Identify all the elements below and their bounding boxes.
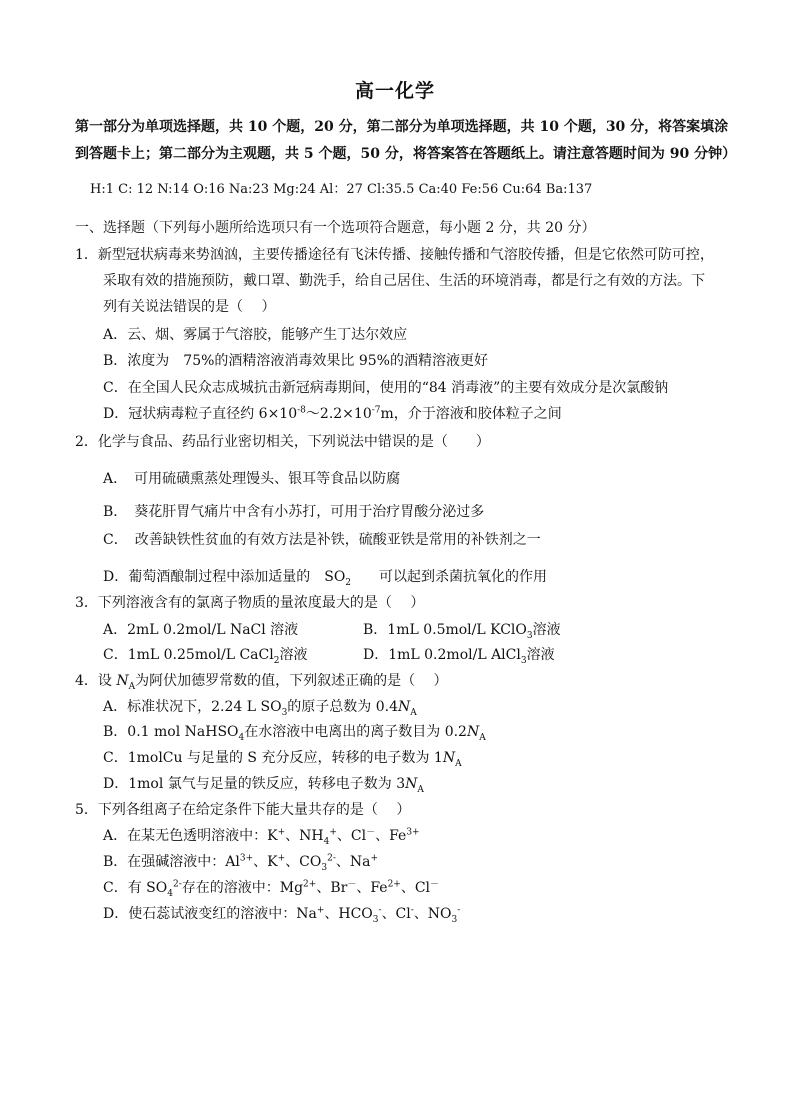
- question-2-option-a: A． 可用硫磺熏蒸处理馒头、银耳等食品以防腐: [103, 471, 401, 487]
- question-3-stem: 3．下列溶液含有的氯离子物质的量浓度最大的是（ ）: [75, 595, 425, 611]
- question-4-option-a: [103, 696, 417, 716]
- option-text: D．使石蕊试液变红的溶液中：Na: [103, 906, 317, 922]
- option-text: B．0.1 mol NaHSO: [103, 724, 239, 740]
- option-text: D．1mL 0.2mol/L AlCl: [363, 647, 521, 663]
- option-text: 可以起到杀菌抗氧化的作用: [351, 569, 548, 585]
- option-text: A．在某无色透明溶液中：K: [103, 828, 278, 844]
- question-3-option-c: [103, 644, 307, 664]
- section-heading: 一、选择题（下列每小题所给选项只有一个选项符合题意，每小题 2 分，共 20 分）: [75, 220, 596, 236]
- option-text: B．在强碱溶液中：Al: [103, 854, 240, 870]
- exponent: -7: [371, 405, 381, 416]
- question-5-option-a: A．在某无色透明溶液中：K+、$NH_4^+$、Cl－、$Fe^{3+}$: [103, 827, 420, 847]
- question-1-option-a: A．云、烟、雾属于气溶胶，能够产生丁达尔效应: [103, 327, 408, 343]
- exponent: -8: [297, 405, 306, 416]
- question-4-option-c: [103, 747, 462, 767]
- option-text: D．1mol 氯气与足量的铁反应，转移电子数为 3: [103, 776, 406, 792]
- question-1-stem-line-2: 采取有效的措施预防，戴口罩、勤洗手，给自己居住、生活的环境消毒，都是行之有效的方法。下: [103, 273, 705, 289]
- option-text: 溶液: [279, 647, 308, 663]
- question-4-stem: [75, 670, 448, 690]
- option-text: B．1mL 0.5mol/L KClO: [363, 622, 527, 638]
- subscript: 3: [281, 707, 288, 718]
- subscript: 2: [273, 655, 280, 666]
- question-1-stem-line-1: 1．新型冠状病毒来势汹汹，主要传播途径有飞沫传播、接触传播和气溶胶传播，但是它依然可防可控，: [75, 247, 714, 263]
- subscript: 2: [345, 577, 352, 588]
- question-1-stem-line-3: 列有关说法错误的是（ ）: [103, 299, 276, 315]
- subscript: A: [417, 784, 424, 795]
- subscript: A: [410, 707, 417, 718]
- option-text: 溶液: [532, 622, 561, 638]
- atomic-masses: H:1 C: 12 N:14 O:16 Na:23 Mg:24 Al：27 Cl:35.5 Ca:40 Fe:56 Cu:64 Ba:137: [90, 182, 593, 197]
- question-3-option-d: [363, 644, 555, 664]
- option-text: C．有 SO: [103, 880, 168, 896]
- subscript: A: [455, 758, 462, 769]
- option-text: 在水溶液中电离出的离子数目为 0.2: [244, 724, 467, 740]
- stem-text: 为阿伏加德罗常数的值，下列叙述正确的是（ ）: [135, 673, 448, 689]
- question-5-stem: 5．下列各组离子在给定条件下能大量共存的是（ ）: [75, 802, 411, 818]
- option-text: D．葡萄酒酿制过程中添加适量的 SO: [103, 569, 346, 585]
- question-2-option-c: C． 改善缺铁性贫血的有效方法是补铁，硫酸亚铁是常用的补铁剂之一: [103, 532, 541, 548]
- option-text: A．标准状况下，2.24 L SO: [103, 699, 282, 715]
- option-text: D．冠状病毒粒子直径约 6×10: [103, 406, 298, 422]
- page-title: 高一化学: [354, 80, 435, 102]
- exam-instructions: 第一部分为单项选择题，共 10 个题，20 分，第二部分为单项选择题，共 10 个题，30 分，将答案填涂到答题卡上；第二部分为主观题，共 5 个题，50 分，将答案答在答题纸上。请注意答题时间为 90 分钟）: [75, 119, 737, 162]
- subscript: 3: [526, 630, 533, 641]
- subscript: A: [128, 681, 136, 692]
- question-3-option-b: [363, 619, 561, 639]
- question-3-option-a: A．2mL 0.2mol/L NaCl 溶液: [103, 622, 299, 638]
- avogadro-symbol: N: [405, 776, 418, 792]
- option-text: C．1mL 0.25mol/L CaCl: [103, 647, 274, 663]
- option-text: m，介于溶液和胶体粒子之间: [380, 406, 562, 422]
- subscript: A: [479, 732, 486, 743]
- question-5-option-b: B．在强碱溶液中：$Al^{3+}$、K+、$CO_3^{2-}$、Na+: [103, 853, 379, 873]
- question-5-option-d: D．使石蕊试液变红的溶液中：Na+、$HCO_3^-$、Cl-、$NO_3^-$: [103, 905, 461, 925]
- subscript: 3: [520, 655, 527, 666]
- question-5-option-c: C．有 $SO_4^{2-}$存在的溶液中：$Mg^{2+}$、Br－、$Fe^{2+}$、Cl－: [103, 879, 440, 899]
- stem-text: 4．设: [75, 673, 117, 689]
- option-text: C．1molCu 与足量的 S 充分反应，转移的电子数为 1: [103, 750, 443, 766]
- avogadro-symbol: N: [116, 673, 129, 689]
- avogadro-symbol: N: [398, 699, 411, 715]
- subscript: 4: [238, 732, 245, 743]
- question-1-option-c: C．在全国人民众志成城抗击新冠病毒期间，使用的“84 消毒液”的主要有效成分是次氯酸钠: [103, 380, 669, 396]
- avogadro-symbol: N: [442, 750, 456, 766]
- option-text: 的原子总数为 0.4: [287, 699, 399, 715]
- question-2-option-d: [103, 566, 547, 586]
- question-1-option-b: B．浓度为 75%的酒精溶液消毒效果比 95%的酒精溶液更好: [103, 353, 488, 369]
- option-text: ～2.2×10: [305, 406, 372, 422]
- question-1-option-d: [103, 403, 562, 423]
- question-4-option-b: [103, 721, 486, 741]
- avogadro-symbol: N: [466, 724, 480, 740]
- question-2-stem: 2．化学与食品、药品行业密切相关，下列说法中错误的是（ ）: [75, 434, 490, 450]
- option-text: 溶液: [526, 647, 555, 663]
- question-2-option-b: B． 葵花肝胃气痛片中含有小苏打，可用于治疗胃酸分泌过多: [103, 504, 485, 520]
- question-4-option-d: [103, 773, 424, 793]
